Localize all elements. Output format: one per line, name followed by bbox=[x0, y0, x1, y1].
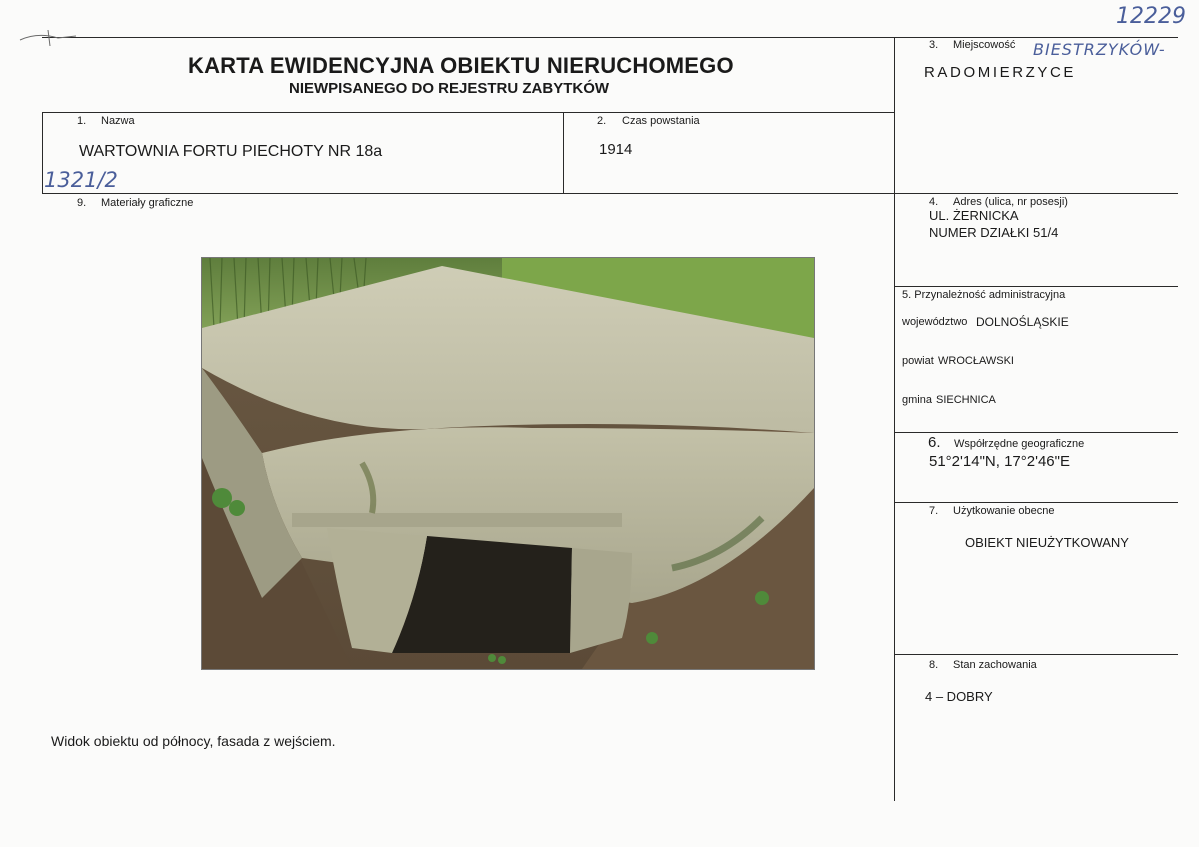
object-photo bbox=[201, 257, 815, 670]
right-column-divider bbox=[894, 37, 895, 801]
handwritten-plot-note: 1321/2 bbox=[44, 168, 118, 192]
address-label: Adres (ulica, nr posesji) bbox=[953, 196, 1068, 208]
handwritten-locality-note: BIESTRZYKÓW- bbox=[1033, 40, 1166, 59]
date-value: 1914 bbox=[599, 141, 633, 158]
row-divider-6 bbox=[894, 432, 1178, 433]
coords-label: Współrzędne geograficzne bbox=[954, 438, 1085, 450]
name-label: Nazwa bbox=[101, 115, 135, 127]
page-subtitle: NIEWPISANEGO DO REJESTRU ZABYTKÓW bbox=[289, 80, 610, 97]
address-number: 4. bbox=[929, 196, 939, 208]
condition-label: Stan zachowania bbox=[953, 659, 1037, 671]
name-number: 1. bbox=[77, 115, 87, 127]
date-label: Czas powstania bbox=[622, 115, 700, 127]
row-divider-7 bbox=[894, 502, 1178, 503]
name-value: WARTOWNIA FORTU PIECHOTY NR 18a bbox=[79, 143, 383, 160]
name-date-divider bbox=[563, 112, 564, 194]
coords-value: 51°2'14"N, 17°2'46"E bbox=[929, 453, 1070, 470]
top-border bbox=[42, 37, 1178, 38]
row-divider-5 bbox=[894, 286, 1178, 287]
left-border bbox=[42, 112, 43, 194]
admin-label: 5. Przynależność administracyjna bbox=[902, 289, 1066, 301]
condition-value: 4 – DOBRY bbox=[925, 689, 993, 704]
county-value: WROCŁAWSKI bbox=[938, 355, 1014, 367]
row-divider-1 bbox=[42, 193, 1178, 194]
address-line2: NUMER DZIAŁKI 51/4 bbox=[929, 225, 1059, 240]
locality-number: 3. bbox=[929, 39, 939, 51]
usage-value: OBIEKT NIEUŻYTKOWANY bbox=[965, 535, 1129, 550]
commune-label: gmina bbox=[902, 394, 932, 406]
voivodeship-value: DOLNOŚLĄSKIE bbox=[976, 315, 1069, 329]
locality-label: Miejscowość bbox=[953, 39, 1016, 51]
county-label: powiat bbox=[902, 355, 934, 367]
graphics-number: 9. bbox=[77, 197, 87, 209]
usage-number: 7. bbox=[929, 505, 939, 517]
page-title: KARTA EWIDENCYJNA OBIEKTU NIERUCHOMEGO bbox=[188, 53, 734, 78]
date-number: 2. bbox=[597, 115, 607, 127]
condition-number: 8. bbox=[929, 659, 939, 671]
graphics-label: Materiały graficzne bbox=[101, 197, 194, 209]
locality-value: RADOMIERZYCE bbox=[924, 64, 1077, 81]
commune-value: SIECHNICA bbox=[936, 394, 996, 406]
photo-caption: Widok obiektu od północy, fasada z wejściem. bbox=[51, 733, 336, 749]
handwritten-doc-number: 12229 bbox=[1116, 4, 1186, 29]
header-divider bbox=[42, 112, 894, 113]
bunker-illustration bbox=[202, 258, 814, 669]
coords-number: 6. bbox=[928, 434, 941, 451]
usage-label: Użytkowanie obecne bbox=[953, 505, 1055, 517]
corner-mark bbox=[18, 22, 78, 48]
row-divider-8 bbox=[894, 654, 1178, 655]
address-line1: UL. ŻERNICKA bbox=[929, 208, 1019, 223]
voivodeship-label: województwo bbox=[902, 316, 968, 328]
